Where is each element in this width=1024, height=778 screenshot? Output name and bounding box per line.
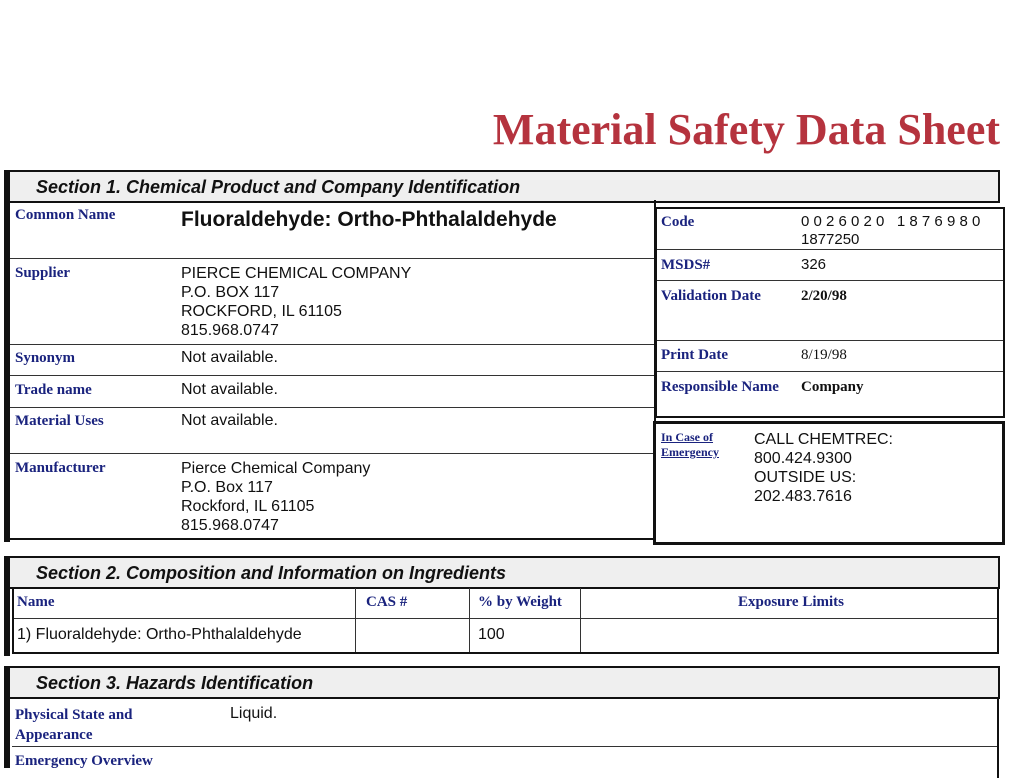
emergency-line: 800.424.9300 xyxy=(754,450,852,467)
print-date-label: Print Date xyxy=(661,347,729,363)
emergency-contact-box xyxy=(653,421,1005,545)
validation-date-value: 2/20/98 xyxy=(801,288,847,304)
responsible-name-value: Company xyxy=(801,379,864,395)
manufacturer-line: Pierce Chemical Company xyxy=(181,460,371,477)
validation-date-label: Validation Date xyxy=(661,288,761,304)
manufacturer-line: P.O. Box 117 xyxy=(181,479,273,496)
material-uses-label: Material Uses xyxy=(15,413,104,429)
print-date-value: 8/19/98 xyxy=(801,347,847,363)
code-line: 0 0 2 6 0 2 0 1 8 7 6 9 8 0 xyxy=(801,213,981,230)
section2-header: Section 2. Composition and Information on Ingredients xyxy=(8,556,1000,589)
emergency-overview-label: Emergency Overview xyxy=(15,753,153,769)
physical-state-label-line: Appearance xyxy=(15,727,93,743)
physical-state-label xyxy=(15,705,133,745)
col-header-name: Name xyxy=(17,594,55,610)
material-uses-value: Not available. xyxy=(181,412,278,429)
code-label: Code xyxy=(661,214,695,230)
supplier-line: P.O. BOX 117 xyxy=(181,284,280,301)
manufacturer-address xyxy=(181,459,370,535)
col-header-cas: CAS # xyxy=(366,594,408,610)
msds-value: 326 xyxy=(801,256,827,273)
product-info-table xyxy=(655,207,1005,418)
emergency-link-line: Emergency xyxy=(661,445,719,459)
trade-name-value: Not available. xyxy=(181,381,278,398)
manufacturer-line: 815.968.0747 xyxy=(181,517,279,534)
col-header-exposure-limits: Exposure Limits xyxy=(738,594,844,610)
composition-table xyxy=(12,588,999,654)
synonym-value: Not available. xyxy=(181,349,278,366)
supplier-line: PIERCE CHEMICAL COMPANY xyxy=(181,265,412,282)
supplier-line: ROCKFORD, IL 61105 xyxy=(181,303,342,320)
common-name-label: Common Name xyxy=(15,207,116,223)
document-title: Material Safety Data Sheet xyxy=(492,105,1000,154)
hazards-table xyxy=(12,698,999,778)
supplier-line: 815.968.0747 xyxy=(181,322,279,339)
emergency-link[interactable] xyxy=(661,430,719,460)
ingredient-name-cell: 1) Fluoraldehyde: Ortho-Phthalaldehyde xyxy=(17,626,302,643)
common-name-value: Fluoraldehyde: Ortho-Phthalaldehyde xyxy=(181,208,557,231)
ingredient-weight-cell: 100 xyxy=(478,626,505,643)
code-line: 1877250 xyxy=(801,231,860,248)
section3-header: Section 3. Hazards Identification xyxy=(8,666,1000,699)
supplier-label: Supplier xyxy=(15,265,71,281)
section1-header: Section 1. Chemical Product and Company Identification xyxy=(8,170,1000,203)
msds-label: MSDS# xyxy=(661,257,711,273)
physical-state-label-line: Physical State and xyxy=(15,707,133,723)
synonym-label: Synonym xyxy=(15,350,76,366)
supplier-address xyxy=(181,264,411,340)
emergency-line: 202.483.7616 xyxy=(754,488,852,505)
responsible-name-label: Responsible Name xyxy=(661,379,779,395)
col-header-weight: % by Weight xyxy=(478,594,562,610)
physical-state-value: Liquid. xyxy=(230,705,278,722)
code-value xyxy=(801,213,980,249)
emergency-line: OUTSIDE US: xyxy=(754,469,857,486)
emergency-contact-text xyxy=(754,430,893,506)
manufacturer-line: Rockford, IL 61105 xyxy=(181,498,315,515)
emergency-link-line: In Case of xyxy=(661,430,714,444)
manufacturer-label: Manufacturer xyxy=(15,460,106,476)
trade-name-label: Trade name xyxy=(15,382,92,398)
emergency-line: CALL CHEMTREC: xyxy=(754,431,893,448)
